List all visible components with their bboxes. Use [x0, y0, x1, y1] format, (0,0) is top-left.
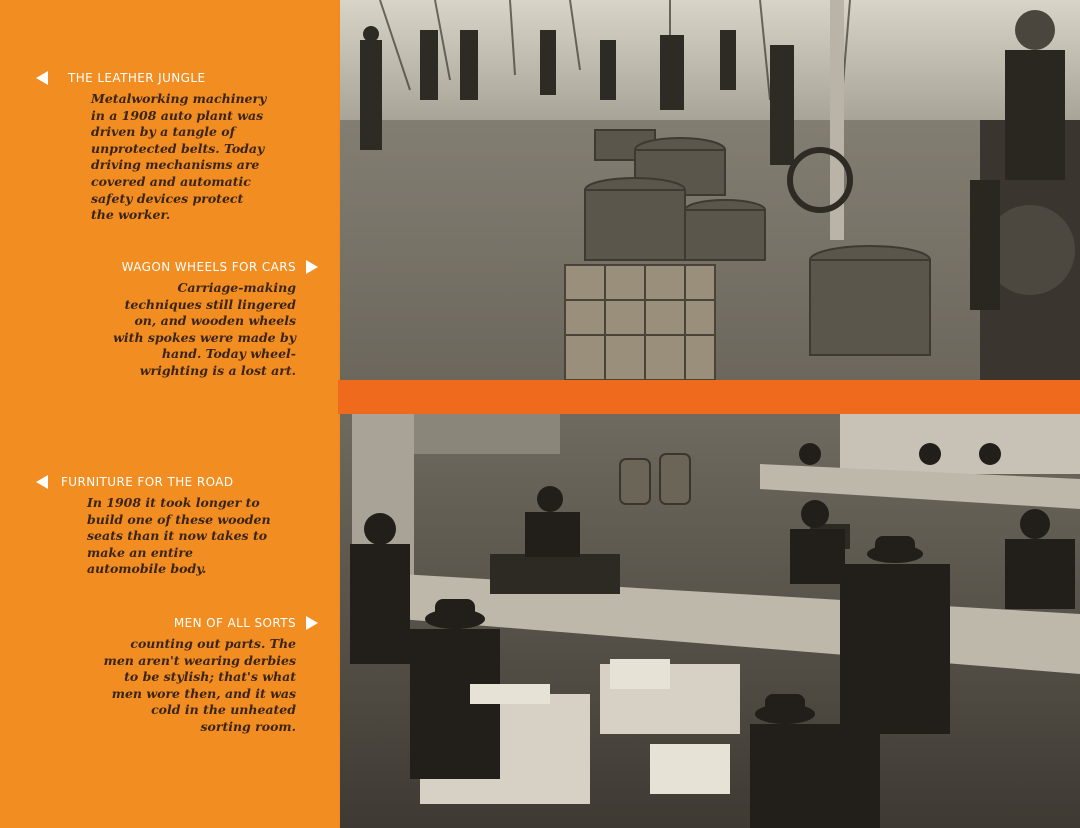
caption-line: with spokes were made by: [113, 329, 296, 345]
caption-line: cold in the unheated: [151, 702, 296, 718]
caption-heading-text: FURNITURE FOR THE ROAD: [61, 475, 234, 489]
arrow-right-icon: [306, 616, 318, 630]
caption-heading: [36, 71, 266, 85]
sorting-room-photo-illustration: [340, 414, 1080, 828]
caption-line: techniques still lingered: [124, 296, 296, 312]
caption-line: the worker.: [91, 207, 171, 223]
caption-line: driven by a tangle of: [91, 124, 236, 140]
caption-line: in a 1908 auto plant was: [91, 107, 264, 123]
orange-divider-band: [338, 380, 1080, 414]
caption-body: [91, 91, 266, 224]
caption-line: wrighting is a lost art.: [139, 362, 296, 378]
caption-line: covered and automatic: [91, 173, 251, 189]
sorting-room-photo: [340, 414, 1080, 828]
caption-heading-text: THE LEATHER JUNGLE: [68, 71, 206, 85]
caption-heading-text: WAGON WHEELS FOR CARS: [121, 260, 296, 274]
caption-line: make an entire: [87, 544, 193, 560]
caption-line: driving mechanisms are: [91, 157, 260, 173]
caption-line: hand. Today wheel-: [161, 346, 296, 362]
caption-line: safety devices protect: [91, 190, 244, 206]
caption-line: men aren't wearing derbies: [103, 652, 296, 668]
caption-heading: [36, 475, 271, 489]
caption-line: to be stylish; that's what: [124, 669, 296, 685]
caption-line: automobile body.: [87, 561, 207, 577]
caption-line: men wore then, and it was: [111, 685, 296, 701]
caption-body: [113, 280, 296, 380]
caption-heading: [104, 616, 318, 630]
arrow-left-icon: [36, 71, 48, 85]
caption-line: build one of these wooden: [87, 511, 271, 527]
caption-line: In 1908 it took longer to: [87, 495, 260, 510]
caption-body: [87, 495, 271, 578]
workshop-photo-illustration: [340, 0, 1080, 380]
caption-furniture-road: [36, 475, 271, 578]
arrow-left-icon: [36, 475, 48, 489]
caption-line: seats than it now takes to: [87, 528, 268, 544]
caption-line: counting out parts. The: [130, 636, 296, 651]
caption-line: Carriage-making: [177, 280, 296, 295]
caption-line: Metalworking machinery: [91, 91, 267, 106]
caption-wagon-wheels: [113, 260, 318, 380]
arrow-right-icon: [306, 260, 318, 274]
caption-leather-jungle: [36, 71, 266, 224]
caption-body: [104, 636, 296, 736]
caption-men-all-sorts: [104, 616, 318, 736]
caption-heading-text: MEN OF ALL SORTS: [173, 616, 296, 630]
caption-line: on, and wooden wheels: [134, 313, 296, 329]
caption-line: sorting room.: [200, 718, 296, 734]
workshop-photo: [340, 0, 1080, 380]
caption-heading: [113, 260, 318, 274]
caption-line: unprotected belts. Today: [91, 140, 265, 156]
